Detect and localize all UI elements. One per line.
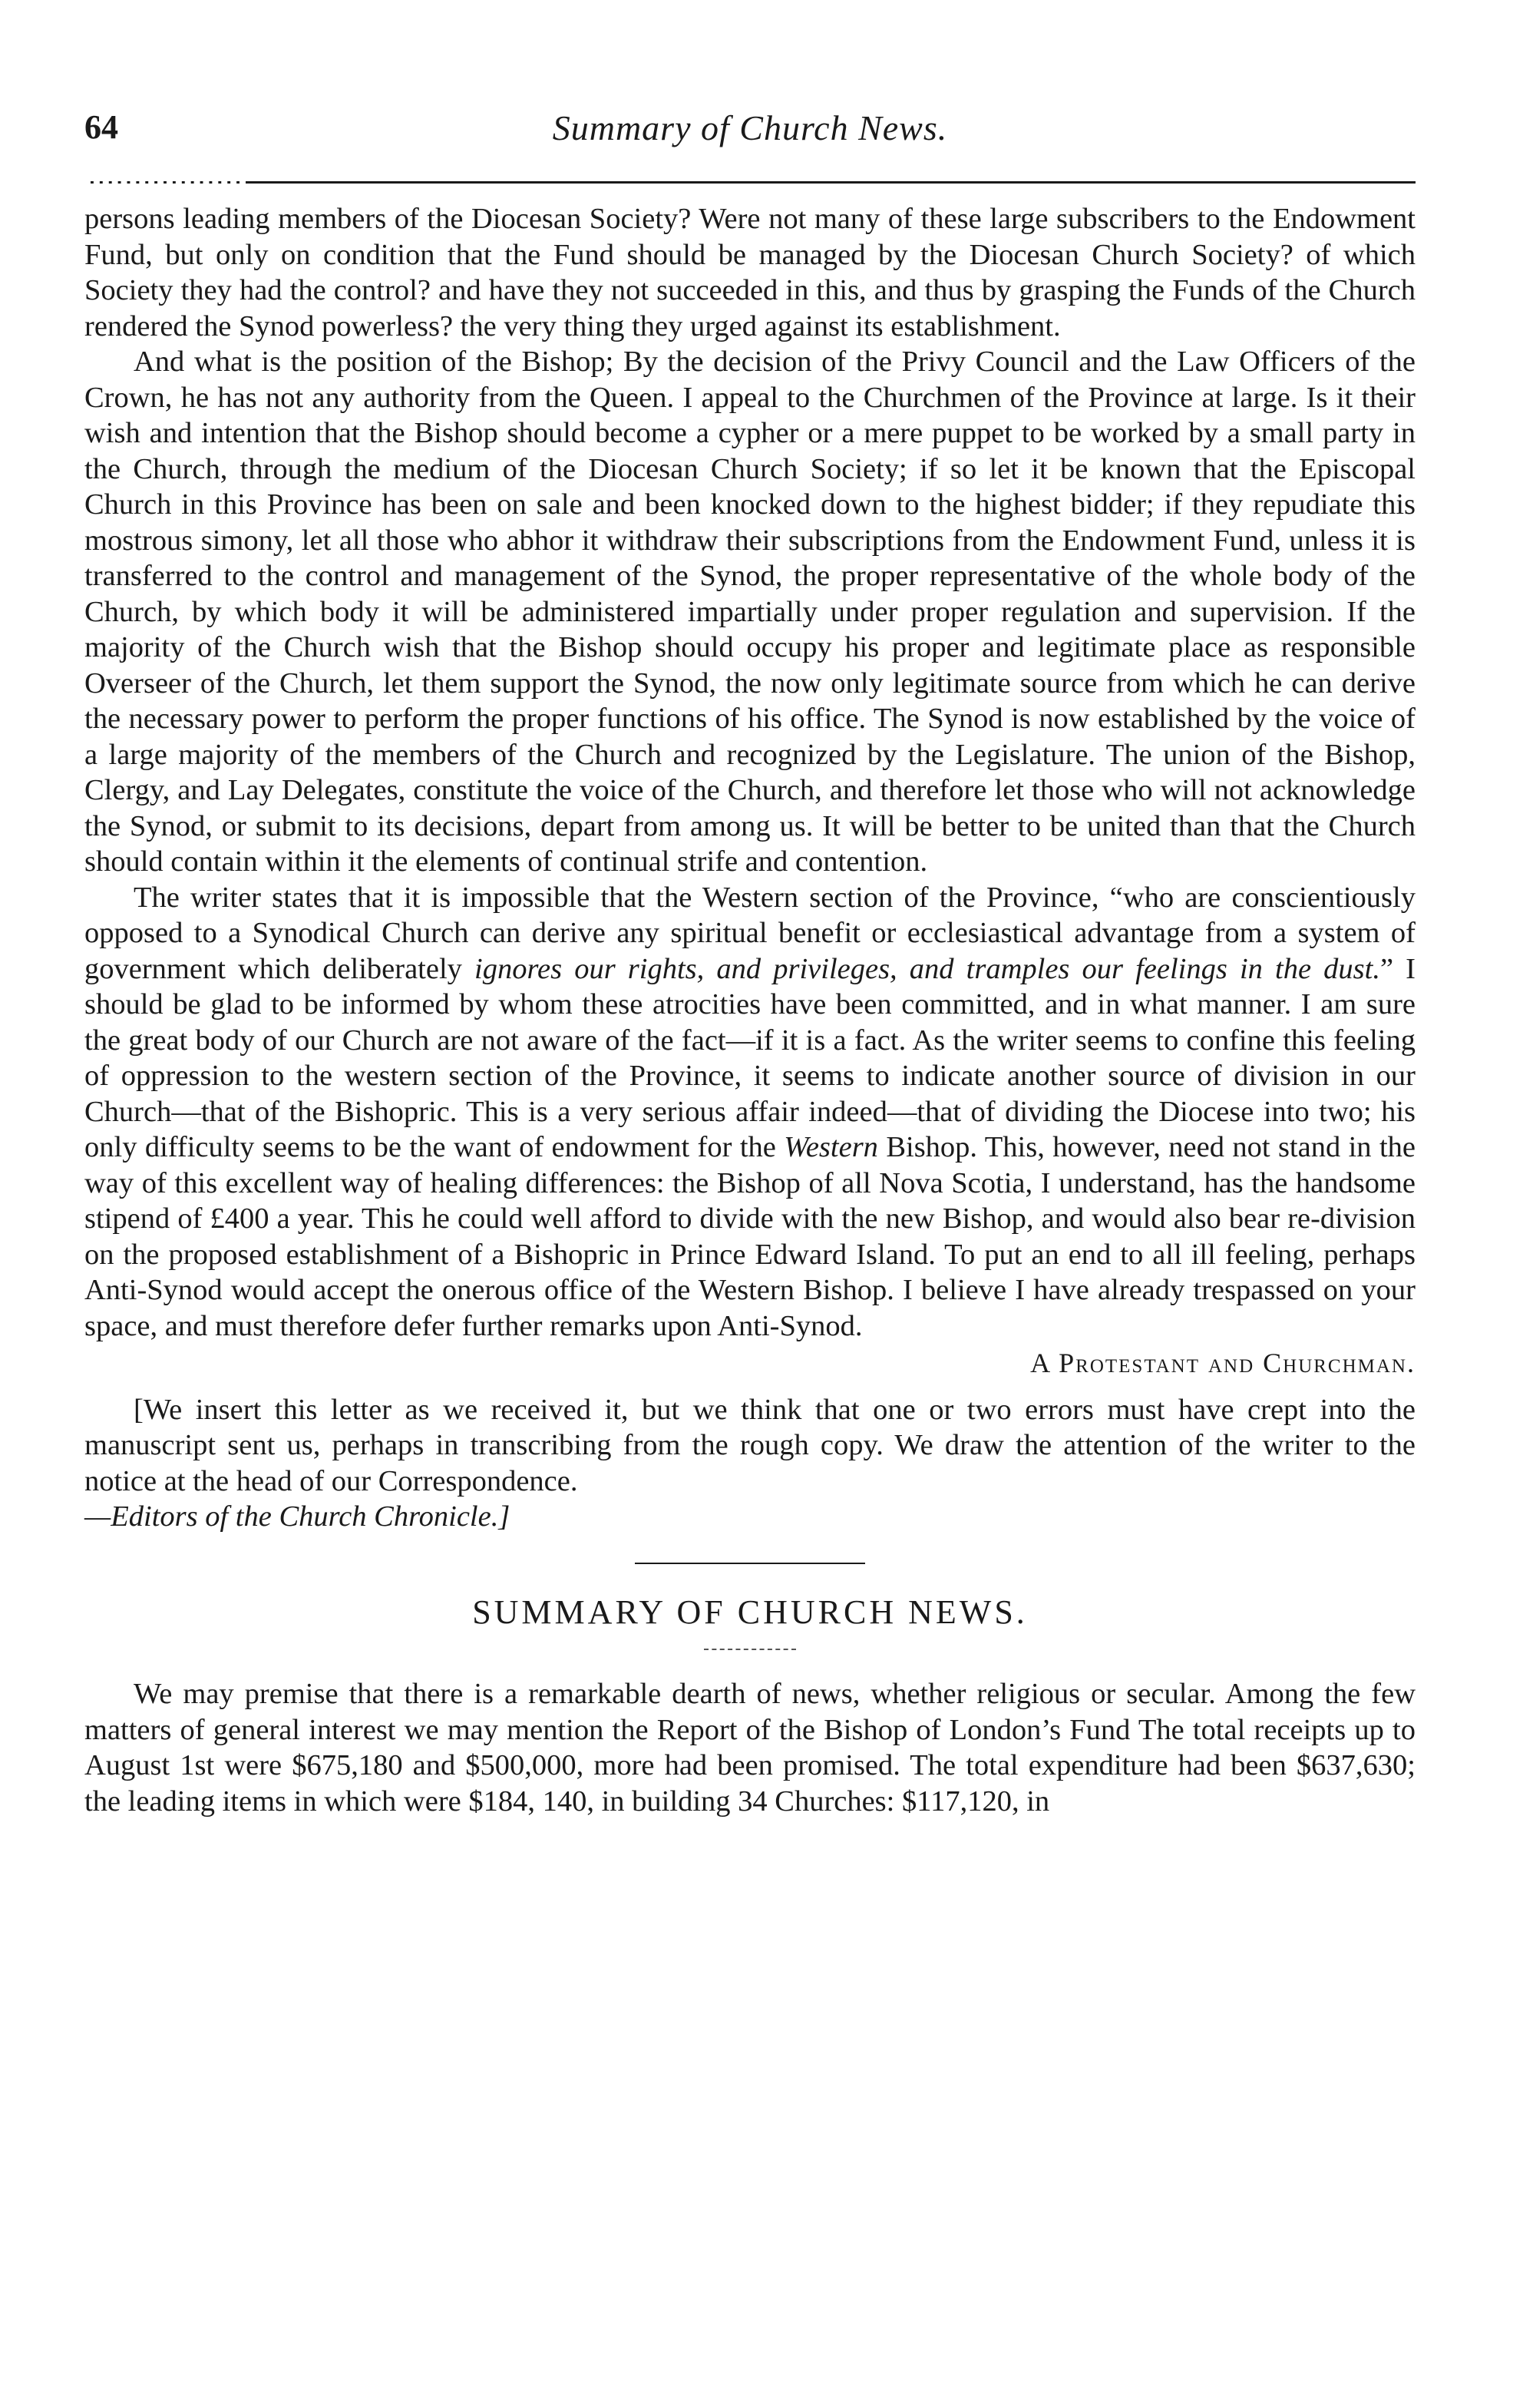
letter-paragraph-3 [84, 880, 1416, 1345]
letter-paragraph-3-part-1: The writer states that it is impossible that the Western section of the Province, “who are conscientiously opposed to a Synodical Church can derive any spiritual benefit or ecclesiastical advantage from a system of government which deliberately [84, 881, 1416, 985]
letter-paragraph-3-part-3: Bishop. This, however, need not stand in the way of this excellent way of healing differences: the Bishop of all Nova Scotia, I understand, has the handsome stipend of £400 a year. This he could well afford to divide with the new Bishop, and would also bear re-division on the proposed establishment of a Bishopric in Prince Edward Island. To put an end to all ill feeling, perhaps Anti-Synod would accept the onerous office of the Western Bishop. I believe I have already trespassed on your space, and must therefore defer further remarks upon Anti-Synod. [84, 1131, 1416, 1342]
page-header [84, 108, 1416, 161]
header-rule [84, 181, 1416, 184]
news-paragraph-1: We may premise that there is a remarkable dearth of news, whether religious or secular. Among the few matters of general interest we may mention the Report of the Bishop of London’s Fund The total receipts up to August 1st were $675,180 and $500,000, more had been promised. The total expenditure had been $637,630; the leading items in which were $184, 140, in building 34 Churches: $117,120, in [84, 1678, 1416, 1818]
header-rule-dash [84, 181, 246, 184]
editor-note-text: [We insert this letter as we received it, but we think that one or two errors must have crept into the manuscript sent us, perhaps in transcribing from the rough copy. We draw the attention of the writer to the notice at the head of our Correspondence. [84, 1393, 1416, 1497]
editor-note [84, 1392, 1416, 1535]
western-italic: Western [784, 1131, 878, 1163]
section-heading: SUMMARY OF CHURCH NEWS. [472, 1593, 1028, 1631]
page-number: 64 [84, 108, 118, 146]
section-sub-rule [704, 1649, 796, 1650]
page-body [84, 201, 1416, 1819]
letter-paragraph-3-part-2: ” I should be glad to be informed by whom these atrocities have been committed, and in what manner. I am sure the great body of our Church are not aware of the fact—if it is a fact. As the writer seems to confine this feeling of oppression to the western section of the Province, it seems to indicate another source of division in our Church—that of the Bishopric. This is a very serious affair indeed—that of dividing the Diocese into two; his only difficulty seems to be the want of endowment for the [84, 952, 1416, 1163]
letter-signature: A Protestant and Churchman. [1030, 1348, 1416, 1378]
section-divider [635, 1563, 865, 1564]
letter-paragraph-2: And what is the position of the Bishop; By the decision of the Privy Council and the Law Officers of the Crown, he has not any authority from the Queen. I appeal to the Churchmen of the Province at large. Is it their wish and intention that the Bishop should become a cypher or a mere puppet to be worked by a small party in the Church, through the medium of the Diocesan Church Society; if so let it be known that the Episcopal Church in this Province has been on sale and been knocked down to the highest bidder; if they repudiate this mostrous simony, let all those who abhor it withdraw their subscriptions from the Endowment Fund, unless it is transferred to the control and management of the Synod, the proper representative of the whole body of the Church, by which body it will be administered impartially under proper regulation and supervision. If the majority of the Church wish that the Bishop should occupy his proper and legitimate place as responsible Overseer of the Church, let them support the Synod, the now only legitimate source from which he can derive the necessary power to perform the proper functions of his office. The Synod is now established by the voice of a large majority of the members of the Church and recognized by the Legislature. The union of the Bishop, Clergy, and Lay Delegates, constitute the voice of the Church, and therefore let those who will not acknowledge the Synod, or submit to its decisions, depart from among us. It will be better to be united than that the Church should contain within it the elements of continual strife and contention. [84, 346, 1416, 878]
letter-quote-italic: ignores our rights, and privileges, and tramples our feelings in the dust. [474, 952, 1380, 985]
letter-paragraph-1: persons leading members of the Diocesan Society? Were not many of these large subscribers to the Endowment Fund, but only on condition that the Fund should be managed by the Diocesan Church Society? of which Society they had the control? and have they not succeeded in this, and thus by grasping the Funds of the Church rendered the Synod powerless? the very thing they urged against its establishment. [84, 203, 1416, 342]
editor-note-signature: —Editors of the Church Chronicle.] [84, 1500, 510, 1533]
running-title: Summary of Church News. [552, 108, 948, 147]
